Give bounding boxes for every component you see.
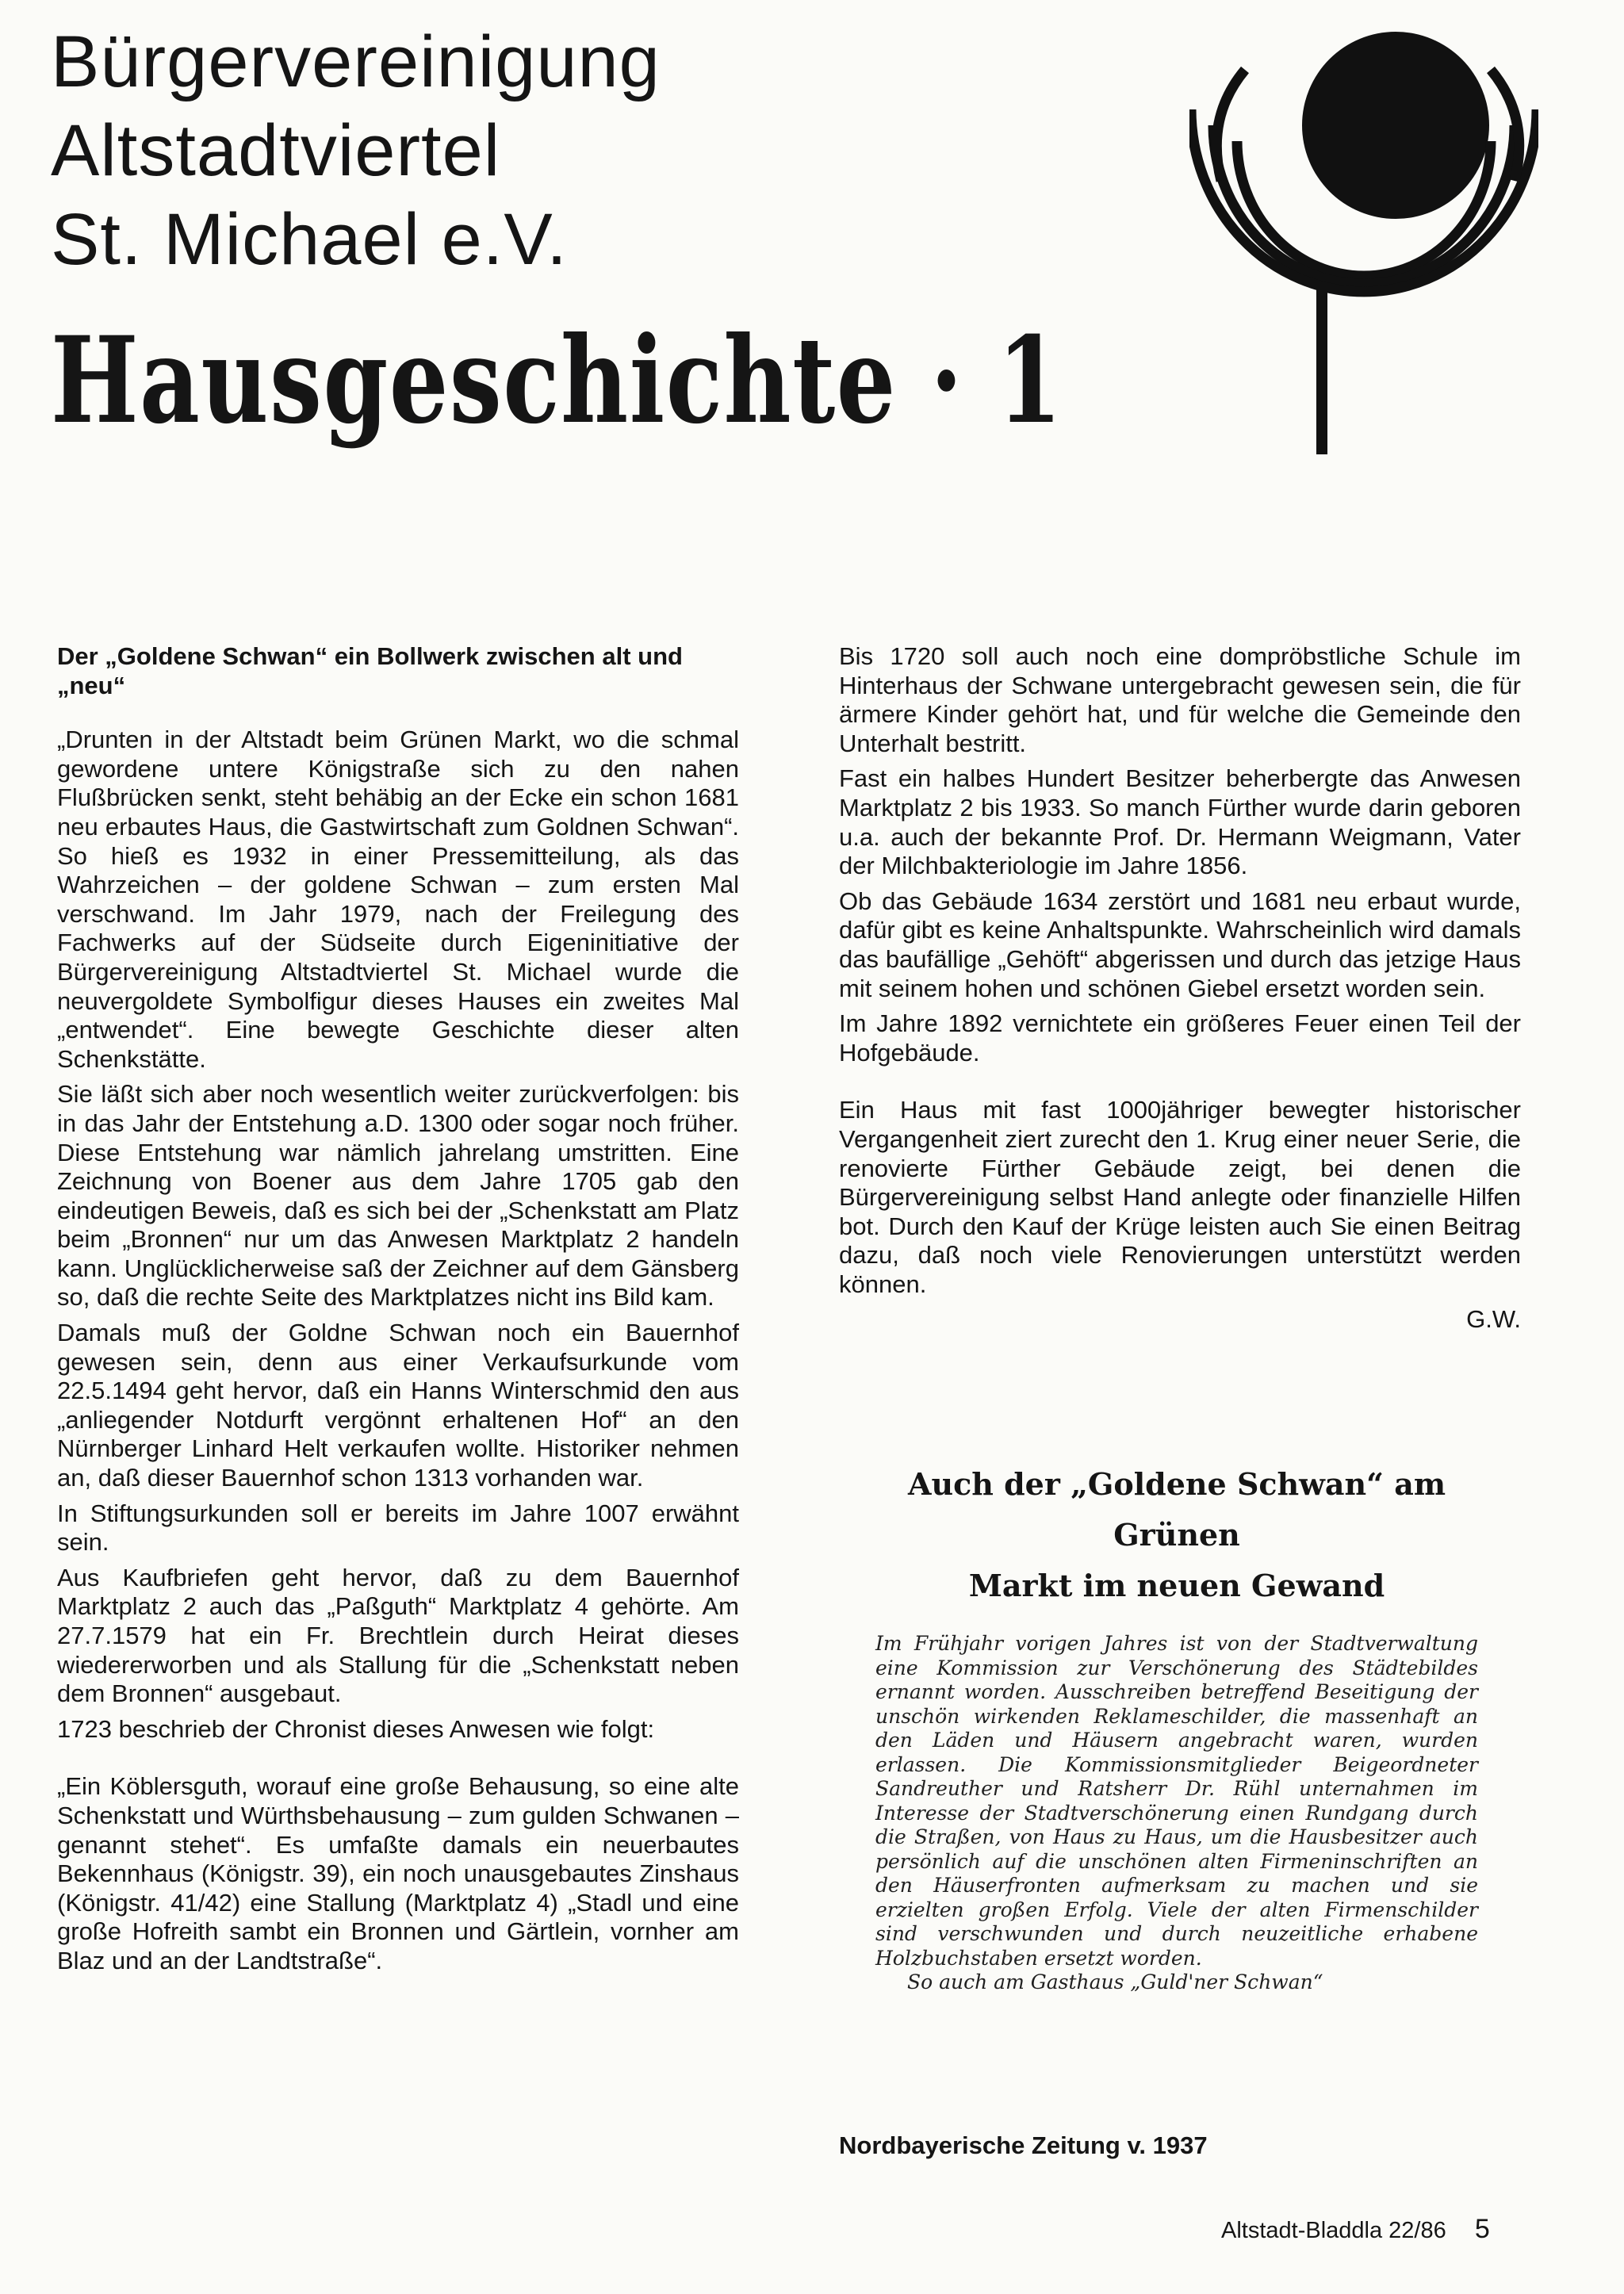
clipping-body: Im Frühjahr vorigen Jahres ist von der Stadtverwaltung eine Kommission zur Verschönerung des Städtebildes ernannt worden. Ausschreiben betreffend Beseitigung der unschön wirkenden Reklameschilder, die massenhaft an den Läden und Häusern angebracht waren, wurden erlassen. Die Kommissionsmitglieder Beigeordneter Sandreuther und Ratsherr Dr. Rühl unternahmen im Interesse der Stadtverschönerung einen Rundgang durch die Straßen, von Haus zu Haus, um die Hausbesitzer auch persönlich auf die unschönen alten Firmeninschriften an den Häuserfronten aufmerksam zu machen und sie erzielten großen Erfolg. Viele der alten Firmenschilder sind verschwunden und durch neuzeitliche erhabene Holzbuchstaben ersetzt worden. — [875, 1632, 1478, 1970]
clipping-caption: Nordbayerische Zeitung v. 1937 — [839, 2131, 1208, 2159]
association-logo-icon — [1189, 22, 1538, 458]
article-paragraph: Im Jahre 1892 vernichtete ein größeres Feuer einen Teil der Hofgebäude. — [839, 1009, 1521, 1067]
article-heading: Der „Goldene Schwan“ ein Bollwerk zwischen alt und „neu“ — [57, 642, 683, 699]
association-name-line-3: St. Michael e.V. — [51, 199, 568, 280]
article-paragraph: „Drunten in der Altstadt beim Grünen Markt, wo die schmal gewordene untere Königstraße sich zu den nahen Flußbrücken senkt, steht behäbig an der Ecke ein schon 1681 neu erbautes Haus, die Gastwirtschaft zum Goldnen Schwan“. So hieß es 1932 in einer Pressemitteilung, als das Wahrzeichen – der goldene Schwan – zum ersten Mal verschwand. Im Jahr 1979, nach der Freilegung des Fachwerks auf der Südseite durch Eigeninitiative der Bürgervereinigung Altstadtviertel St. Michael wurde die neuvergoldete Symbolfigur dieses Hauses ein zweites Mal „entwendet“. Eine bewegte Geschichte dieser alten Schenkstätte. — [57, 726, 739, 1073]
article-paragraph: 1723 beschrieb der Chronist dieses Anwesen wie folgt: — [57, 1714, 655, 1743]
article-paragraph: Bis 1720 soll auch noch eine dompröbstliche Schule im Hinterhaus der Schwane untergebracht gewesen sein, die für ärmere Kinder gehört hat, und für welche die Gemeinde den Unterhalt bestritt. — [839, 642, 1521, 757]
association-name-line-1: Bürgervereinigung — [51, 21, 661, 102]
page-number: 5 — [1474, 2214, 1490, 2244]
clipping-headline-line-2: Markt im neuen Gewand — [968, 1568, 1385, 1603]
association-name-line-2: Altstadtviertel — [51, 110, 501, 191]
article-paragraph: Damals muß der Goldne Schwan noch ein Bauernhof gewesen sein, denn aus einer Verkaufsurkunde vom 22.5.1494 geht hervor, daß ein Hanns Winterschmid den aus „anliegender Notdurft vergönnt erhaltenen Hof“ an den Nürnberger Linhard Helt verkaufen wollte. Historiker nehmen an, daß dieser Bauernhof schon 1313 vorhanden war. — [57, 1319, 739, 1492]
article-left-column — [57, 642, 739, 1982]
article-paragraph: „Ein Köblersguth, worauf eine große Behausung, so eine alte Schenkstatt und Würthsbehausung – zum gulden Schwanen – genannt stehet“. Es umfaßte damals ein neuerbautes Bekennhaus (Königstr. 39), ein noch unausgebautes Zinshaus (Königstr. 41/42) eine Stallung (Marktplatz 4) „Stadl und eine große Hofreith sambt ein Bronnen und Gärtlein, vornher am Blaz und an der Landtstraße“. — [57, 1772, 739, 1974]
article-paragraph: Aus Kaufbriefen geht hervor, daß zu dem Bauernhof Marktplatz 2 auch das „Paßguth“ Marktplatz 4 gehörte. Am 27.7.1579 hat ein Fr. Brechtlein durch Heirat dieses wiedererworben und als Stallung für die „Schenkstatt neben dem Bronnen“ ausgebaut. — [57, 1563, 739, 1708]
publication-name: Altstadt-Bladdla 22/86 — [1221, 2218, 1446, 2243]
newspaper-clipping — [875, 1459, 1478, 1995]
article-paragraph: Ein Haus mit fast 1000jähriger bewegter historischer Vergangenheit ziert zurecht den 1. Krug einer neuer Serie, die renovierte Fürther Gebäude zeigt, bei denen die Bürgervereinigung selbst Hand anlegte oder finanzielle Hilfen bot. Durch den Kauf der Krüge leisten auch Sie einen Beitrag dazu, daß noch viele Renovierungen unterstützt werden können. — [839, 1096, 1521, 1298]
clipping-headline — [875, 1459, 1478, 1611]
author-initials: G.W. — [1466, 1305, 1521, 1334]
article-paragraph: In Stiftungsurkunden soll er bereits im Jahre 1007 erwähnt sein. — [57, 1499, 739, 1557]
clipping-headline-line-1: Auch der „Goldene Schwan“ am Grünen — [907, 1466, 1446, 1553]
article-paragraph: Sie läßt sich aber noch wesentlich weiter zurückverfolgen: bis in das Jahr der Entstehung a.D. 1300 oder sogar noch früher. Diese Entstehung war nämlich jahrelang umstritten. Eine Zeichnung von Boener aus dem Jahre 1705 gab den eindeutigen Beweis, daß es sich bei der „Schenkstatt am Platz beim „Bronnen“ nur um das Anwesen Marktplatz 2 handeln kann. Unglücklicherweise saß der Zeichner auf dem Gänsberg so, daß die rechte Seite des Marktplatzes nicht ins Bild kam. — [57, 1080, 739, 1312]
article-paragraph: Fast ein halbes Hundert Besitzer beherbergte das Anwesen Marktplatz 2 bis 1933. So manch Fürther wurde darin geboren u.a. auch der bekannte Prof. Dr. Hermann Weigmann, Vater der Milchbakteriologie im Jahre 1856. — [839, 764, 1521, 880]
clipping-last-line: So auch am Gasthaus „Guld'ner Schwan“ — [907, 1970, 1323, 1993]
page-footer — [1221, 2214, 1490, 2245]
page-subtitle: Hausgeschichte · 1 — [51, 311, 1063, 450]
association-name — [51, 17, 661, 284]
article-right-column — [839, 642, 1521, 1341]
article-paragraph: Ob das Gebäude 1634 zerstört und 1681 neu erbaut wurde, dafür gibt es keine Anhaltspunkte. Wahrscheinlich wird damals das baufällige „Gehöft“ abgerissen und durch das jetzige Haus mit seinem hohen und schönen Giebel ersetzt worden sein. — [839, 887, 1521, 1002]
